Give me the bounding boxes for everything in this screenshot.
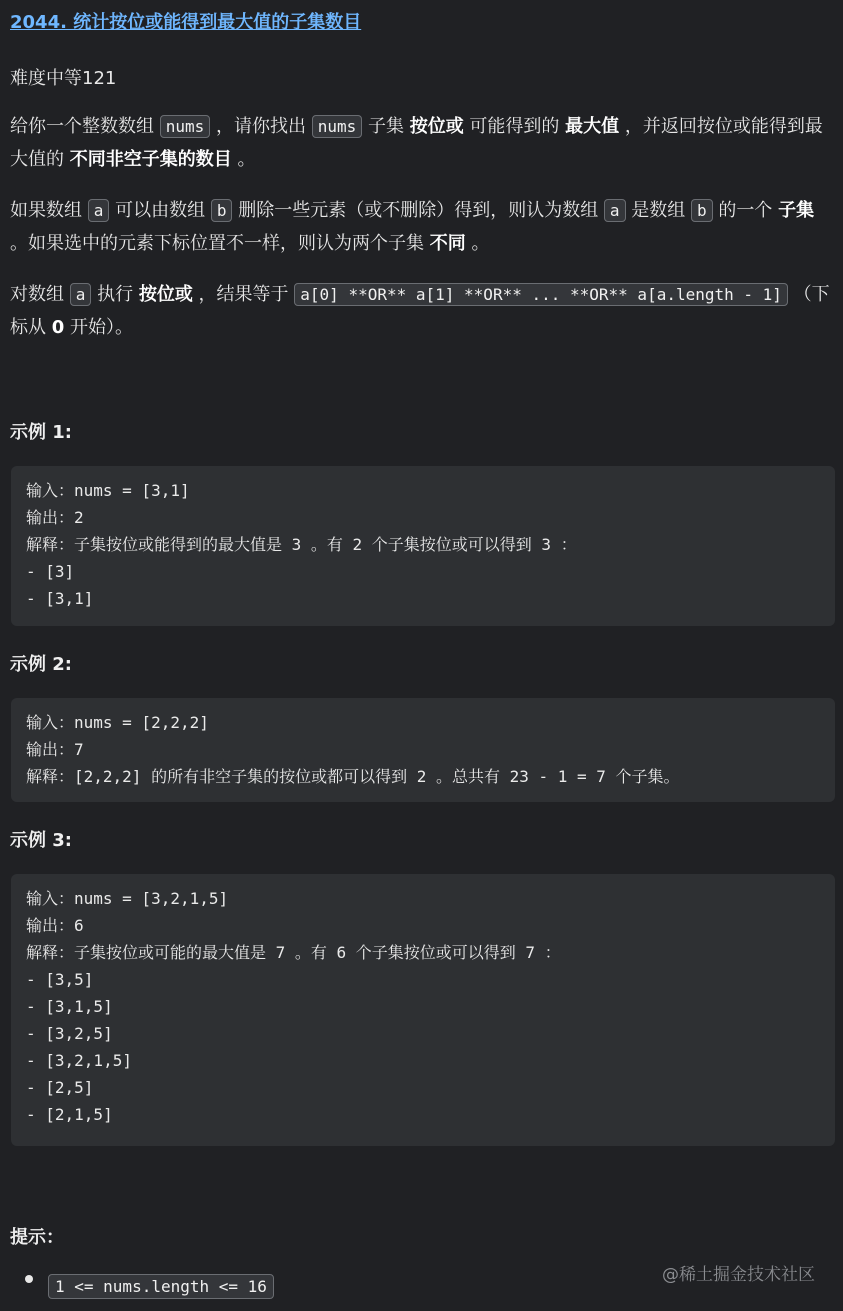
bold-text: 子集 <box>778 200 815 221</box>
text: 开始）。 <box>64 317 133 338</box>
example-heading: 示例 2: <box>10 654 72 675</box>
bold-text: 0 <box>51 317 65 338</box>
example-heading: 示例 3: <box>10 830 72 851</box>
text: 可以由数组 <box>109 200 211 221</box>
watermark: @稀土掘金技术社区 <box>662 1265 815 1285</box>
constraint-code: 1 <= nums.length <= 16 <box>48 1274 274 1299</box>
text: 。如果选中的元素下标位置不一样，则认为两个子集 <box>10 233 430 254</box>
example-box <box>11 698 835 802</box>
difficulty-label: 难度中等121 <box>10 68 117 89</box>
example-box <box>11 874 835 1146</box>
text: 如果数组 <box>10 200 88 221</box>
text: 删除一些元素（或不删除）得到，则认为数组 <box>232 200 604 221</box>
text: 。 <box>465 233 490 254</box>
inline-code: nums <box>160 115 211 138</box>
text: 是数组 <box>625 200 692 221</box>
bold-text: 不同 <box>429 233 466 254</box>
tips-heading: 提示： <box>10 1227 64 1248</box>
inline-code: a <box>88 199 110 222</box>
example-line: - [2,5] <box>26 1078 94 1097</box>
inline-code: a <box>70 283 92 306</box>
description-paragraph-1 <box>10 110 836 176</box>
inline-code: nums <box>312 115 363 138</box>
example-line: - [3,1,5] <box>26 997 113 1016</box>
example-line: - [2,1,5] <box>26 1105 113 1124</box>
example-line: 输入：nums = [3,2,1,5] <box>26 889 229 908</box>
example-line: 解释：子集按位或能得到的最大值是 3 。有 2 个子集按位或可以得到 3 ： <box>26 535 577 554</box>
text: ，结果等于 <box>192 284 295 305</box>
text: 执行 <box>91 284 139 305</box>
inline-code: a <box>604 199 626 222</box>
example-line: 输出：7 <box>26 740 84 759</box>
bold-text: 不同非空子集的数目 <box>69 149 232 170</box>
description-paragraph-3 <box>10 278 836 344</box>
example-line: - [3] <box>26 562 75 581</box>
example-box <box>11 466 835 626</box>
bold-text: 按位或 <box>138 284 193 305</box>
example-line: 输入：nums = [2,2,2] <box>26 713 209 732</box>
text: 对数组 <box>10 284 70 305</box>
example-line: 解释：[2,2,2] 的所有非空子集的按位或都可以得到 2 。总共有 23 - 1 = 7 个子集。 <box>26 767 680 786</box>
text: 的一个 <box>712 200 779 221</box>
example-line: - [3,2,5] <box>26 1024 113 1043</box>
bold-text: 按位或 <box>409 116 464 137</box>
example-line: 解释：子集按位或可能的最大值是 7 。有 6 个子集按位或可以得到 7 ： <box>26 943 561 962</box>
example-line: - [3,5] <box>26 970 94 989</box>
inline-code: a[0] **OR** a[1] **OR** ... **OR** a[a.length - 1] <box>294 283 788 306</box>
inline-code: b <box>211 199 233 222</box>
text: （下标从 <box>10 284 830 338</box>
example-line: 输入：nums = [3,1] <box>26 481 190 500</box>
description-paragraph-2 <box>10 194 836 260</box>
problem-title-link[interactable]: 2044. 统计按位或能得到最大值的子集数目 <box>10 12 362 33</box>
example-line: 输出：6 <box>26 916 84 935</box>
inline-code: b <box>691 199 713 222</box>
example-line: - [3,1] <box>26 589 94 608</box>
text: 给你一个整数数组 <box>10 116 160 137</box>
text: 。 <box>231 149 256 170</box>
text: ，请你找出 <box>210 116 312 137</box>
bold-text: 最大值 <box>565 116 620 137</box>
bullet-icon <box>25 1275 33 1283</box>
example-heading: 示例 1: <box>10 422 72 443</box>
example-line: - [3,2,1,5] <box>26 1051 132 1070</box>
text: ，并返回按位或能得到最大值的 <box>10 116 823 170</box>
example-line: 输出：2 <box>26 508 84 527</box>
text: 可能得到的 <box>463 116 566 137</box>
text: 子集 <box>362 116 410 137</box>
